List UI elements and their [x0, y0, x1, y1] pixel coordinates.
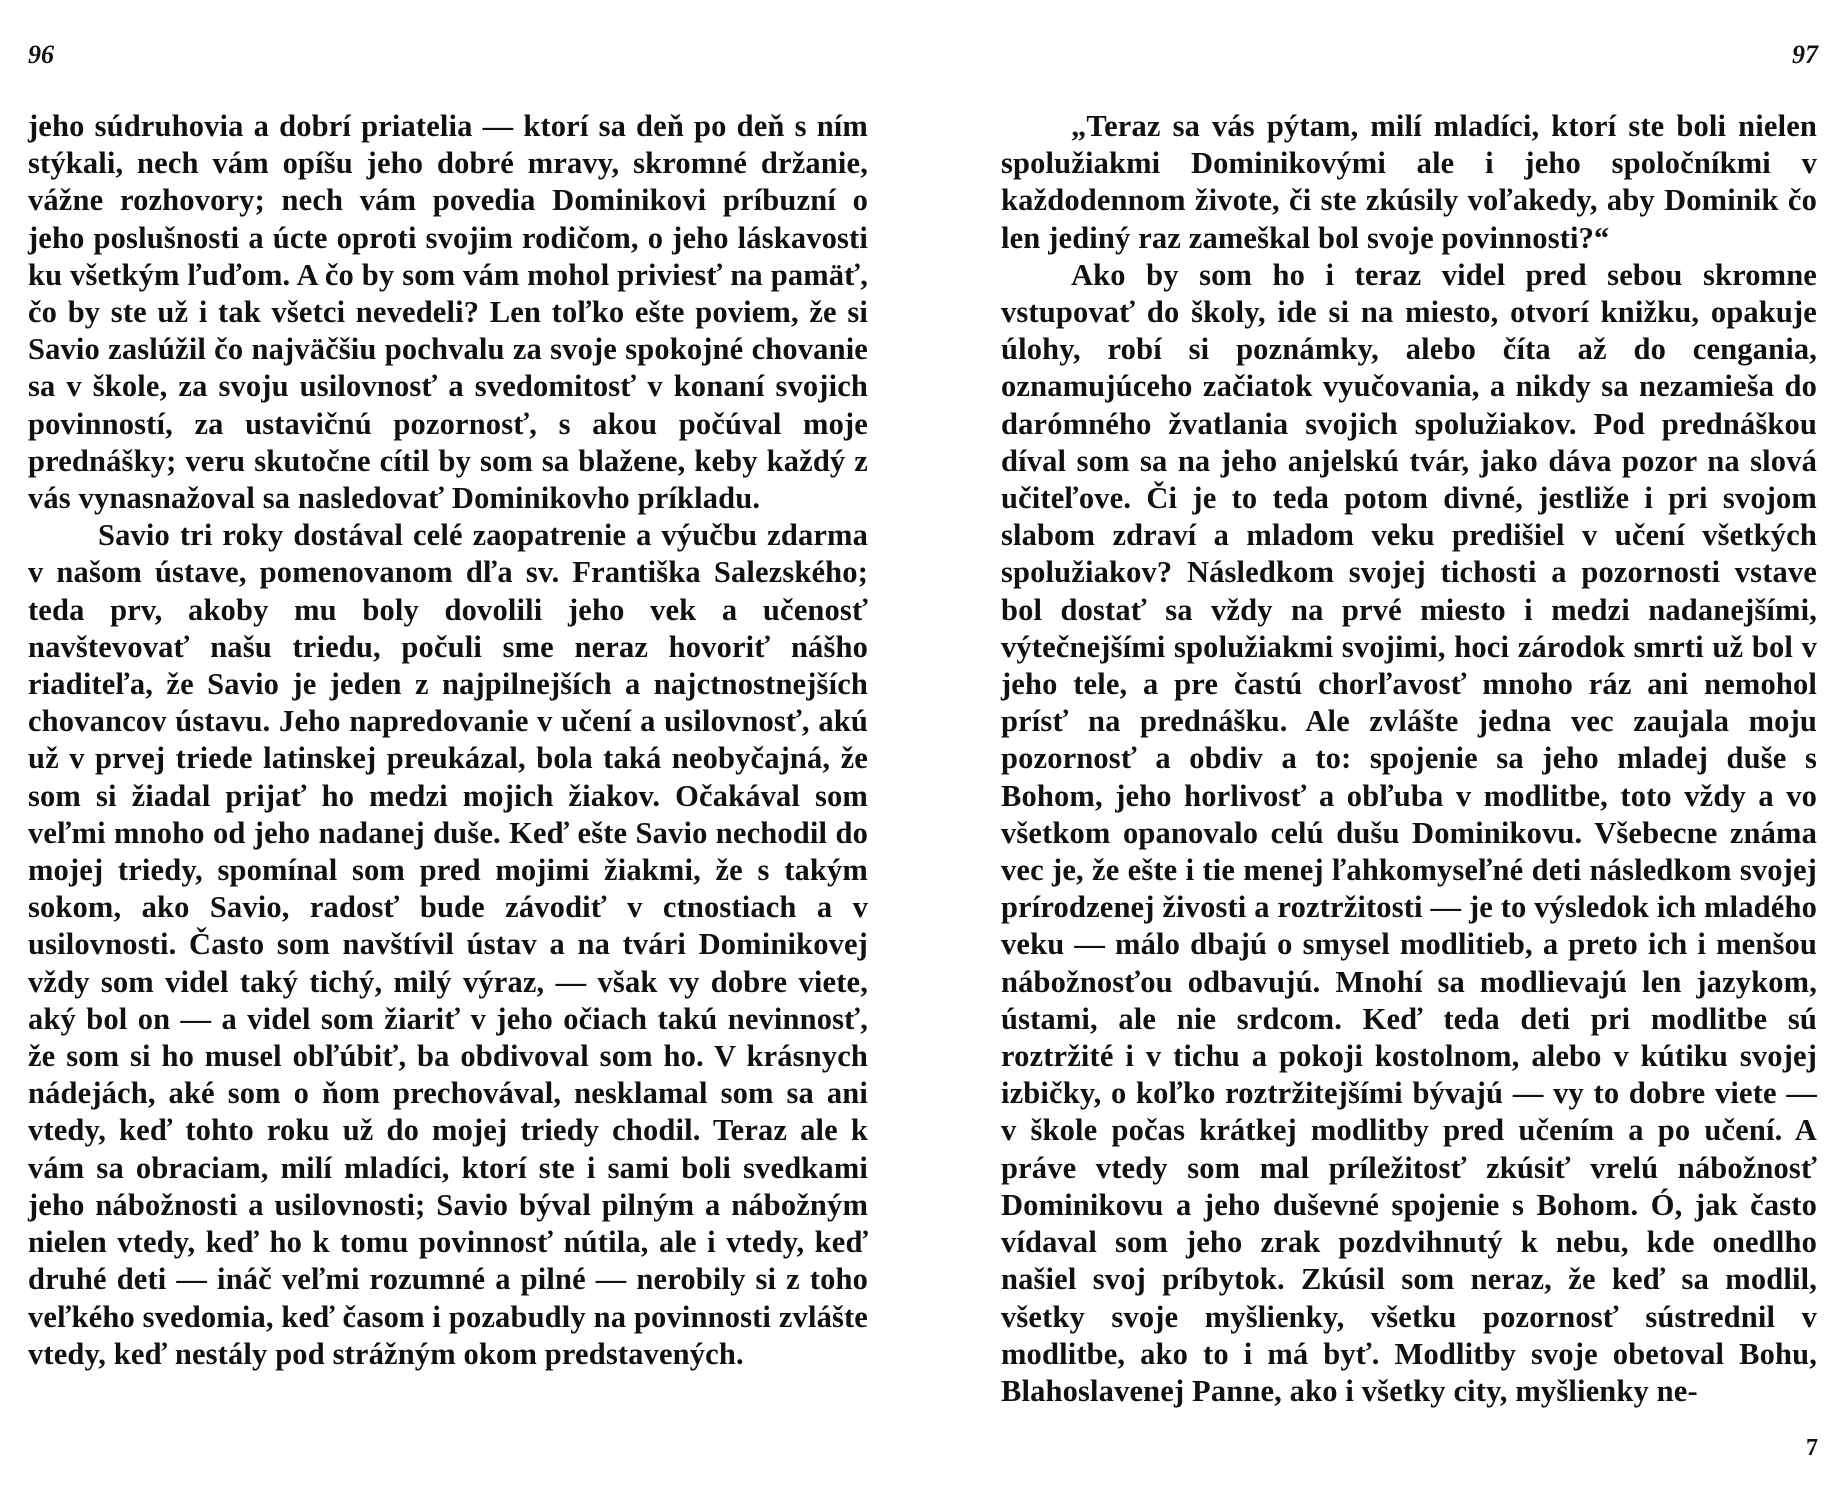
page-number-left: 96: [28, 40, 54, 69]
paragraph: Ako by som ho i teraz videl pred sebou skromne vstupovať do školy, ide si na miesto, otvorí knižku, opakuje úlohy, robí si poznámky, alebo číta až do cengania, oznamujúceho začiatok vyučovania, a nikdy sa nezamieša do darómného žvatlania svojich spolužiakov. Pod prednáškou díval som sa na jeho anjelskú tvár, jako dáva pozor na slová učiteľove. Či je to teda potom divné, jestliže i pri svojom slabom zdraví a mladom veku predišiel v učení všetkých spolužiakov? Následkom svojej tichosti a pozornosti vstave bol dostať sa vždy na prvé miesto i medzi nadanejšími, výtečnejšími spolužiakmi svojimi, hoci zárodok smrti už bol v jeho tele, a pre častú chorľavosť mnoho ráz ani nemohol prísť na prednášku. Ale zvlášte jedna vec zaujala moju pozornosť a obdiv a to: spojenie sa jeho mladej duše s Bohom, jeho horlivosť a obľuba v modlitbe, toto vždy a vo všetkom opanovalo celú dušu Dominikovu. Všebecne známa vec je, že ešte i tie menej ľahkomyseľné deti následkom svojej prírodzenej živosti a roztržitosti — je to výsledok ich mladého veku — málo dbajú o smysel modlitieb, a preto ich i menšou nábožnosťou odbavujú. Mnohí sa modlievajú len jazykom, ústami, ale nie srdcom. Keď teda deti pri modlitbe sú roztržité i v tichu a pokoji kostolnom, alebo v kútiku svojej izbičky, o koľko roztržitejšími bývajú — vy to dobre viete — v škole počas krátkej modlitby pred učením a po učení. A práve vtedy som mal príležitosť zkúsiť vrelú nábožnosť Dominikovu a jeho duševné spojenie s Bohom. Ó, jak často vídaval som jeho zrak pozdvihnutý k nebu, kde onedlho našiel svoj príbytok. Zkúsil som neraz, že keď sa modlil, všetky svoje myšlienky, všetku pozornosť sústrednil v modlitbe, ako to i má byť. Modlitby svoje obetoval Bohu, Blahoslavenej Panne, ako i všetky city, myšlienky ne-: [1001, 257, 1817, 1408]
paragraph: „Teraz sa vás pýtam, milí mladíci, ktorí ste boli nielen spolužiakmi Dominikovými ale i jeho spoločníkmi v každodennom živote, či ste zkúsily voľakedy, aby Dominik čo len jediný raz zameškal bol svoje povinnosti?“: [1001, 109, 1817, 255]
right-page: [923, 0, 1846, 1500]
paragraph: Savio tri roky dostával celé zaopatrenie a výučbu zdarma v našom ústave, pomenovanom dľa sv. Františka Salezského; teda prv, akoby mu boly dovolili jeho vek a učenosť navštevovať našu triedu, počuli sme neraz hovoriť nášho riaditeľa, že Savio je jeden z najpilnejších a najctnostnejších chovancov ústavu. Jeho napredovanie v učení a usilovnosť, akú už v prvej triede latinskej preukázal, bola taká neobyčajná, že som si žiadal prijať ho medzi mojich žiakov. Očakával som veľmi mnoho od jeho nadanej duše. Keď ešte Savio nechodil do mojej triedy, spomínal som pred mojimi žiakmi, že s takým sokom, ako Savio, radosť bude závodiť v ctnostiach a v usilovnosti. Často som navštívil ústav a na tvári Dominikovej vždy som videl taký tichý, milý výraz, — však vy dobre viete, aký bol on — a videl som žiariť v jeho očiach takú nevinnosť, že som si ho musel obľúbiť, ba obdivoval som ho. V krásnych nádejách, aké som o ňom prechovával, nesklamal som sa ani vtedy, keď tohto roku už do mojej triedy chodil. Teraz ale k vám sa obraciam, milí mladíci, ktorí ste i sami boli svedkami jeho nábožnosti a usilovnosti; Savio býval pilným a nábožným nielen vtedy, keď ho k tomu povinnosť nútila, ale i vtedy, keď druhé deti — ináč veľmi rozumné a pilné — nerobily si z toho veľkého svedomia, keď časom i pozabudly na povinnosti zvlášte vtedy, keď nestály pod strážným okom predstavených.: [28, 518, 868, 1371]
signature-mark: 7: [1806, 1435, 1818, 1461]
right-page-text: [1001, 108, 1817, 1410]
page-number-right: 97: [1792, 40, 1818, 69]
paragraph: jeho súdruhovia a dobrí priatelia — ktorí sa deň po deň s ním stýkali, nech vám opíšu jeho dobré mravy, skromné držanie, vážne rozhovory; nech vám povedia Dominikovi príbuzní o jeho poslušnosti a úcte oproti svojim rodičom, o jeho láskavosti ku všetkým ľuďom. A čo by som vám mohol priviesť na pamäť, čo by ste už i tak všetci nevedeli? Len toľko ešte poviem, že si Savio zaslúžil čo najväčšiu pochvalu za svoje spokojné chovanie sa v škole, za svoju usilovnosť a svedomitosť v konaní svojich povinností, za ustavičnú pozornosť, s akou počúval moje prednášky; veru skutočne cítil by som sa blažene, keby každý z vás vynasnažoval sa nasledovať Dominikovho príkladu.: [28, 109, 868, 516]
left-page-text: [28, 108, 868, 1373]
